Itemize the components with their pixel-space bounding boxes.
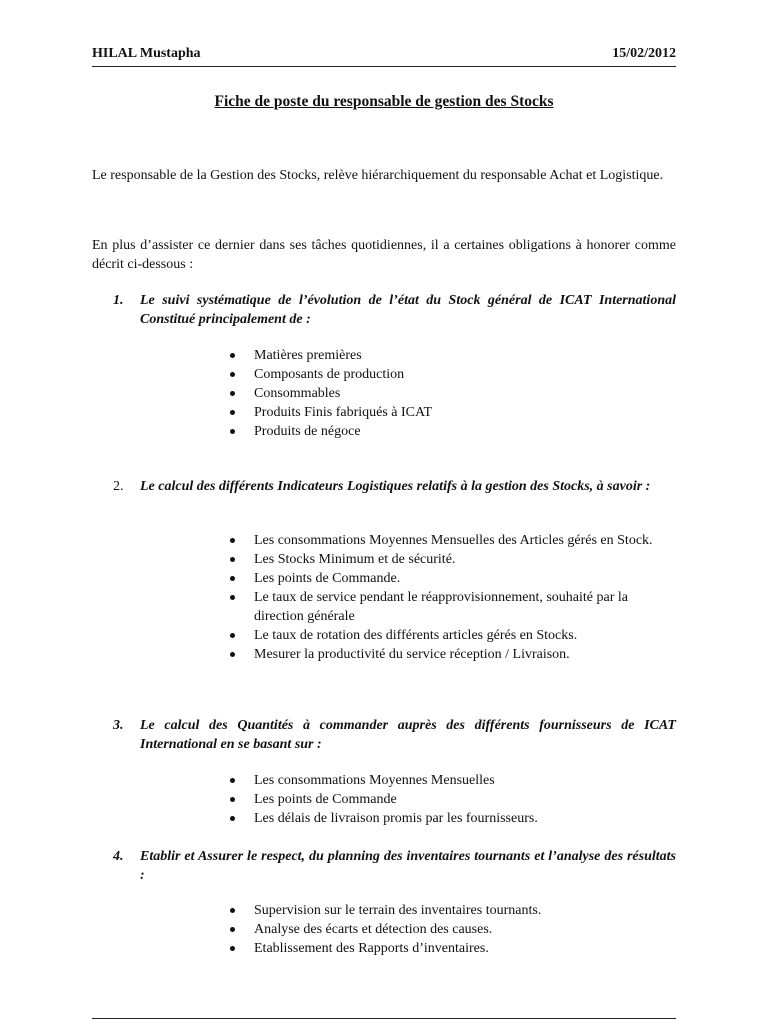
list-item: Produits Finis fabriqués à ICAT xyxy=(230,403,676,422)
section-4-list xyxy=(230,901,676,958)
intro-paragraph-2: En plus d’assister ce dernier dans ses tâches quotidiennes, il a certaines obligations à honorer comme décrit ci-dessous : xyxy=(92,238,676,272)
bullet-icon xyxy=(230,353,235,358)
footer-divider xyxy=(92,1018,676,1019)
bullet-icon xyxy=(230,908,235,913)
section-3-list xyxy=(230,771,676,828)
list-item: Mesurer la productivité du service réception / Livraison. xyxy=(230,645,654,664)
section-3-title: Le calcul des Quantités à commander auprès des différents fournisseurs de ICAT International en se basant sur : xyxy=(140,718,676,752)
author-name: HILAL Mustapha xyxy=(92,46,201,61)
section-1-list xyxy=(230,346,676,441)
list-item: Le taux de rotation des différents articles gérés en Stocks. xyxy=(230,626,654,645)
bullet-icon xyxy=(230,557,235,562)
bullet-icon xyxy=(230,429,235,434)
bullet-icon xyxy=(230,633,235,638)
bullet-icon xyxy=(230,410,235,415)
bullet-icon xyxy=(230,816,235,821)
bullet-icon xyxy=(230,576,235,581)
section-2-title: Le calcul des différents Indicateurs Logistiques relatifs à la gestion des Stocks, à savoir : xyxy=(140,479,651,494)
bullet-icon xyxy=(230,372,235,377)
bullet-icon xyxy=(230,538,235,543)
section-1-number: 1. xyxy=(113,293,124,308)
list-item: Les points de Commande. xyxy=(230,569,654,588)
bullet-icon xyxy=(230,652,235,657)
bullet-icon xyxy=(230,778,235,783)
list-item: Analyse des écarts et détection des causes. xyxy=(230,920,676,939)
section-2-list xyxy=(230,531,676,664)
bullet-icon xyxy=(230,927,235,932)
list-item: Les Stocks Minimum et de sécurité. xyxy=(230,550,654,569)
list-item: Le taux de service pendant le réapprovisionnement, souhaité par la direction générale xyxy=(230,588,654,626)
list-item: Matières premières xyxy=(230,346,676,365)
list-item: Supervision sur le terrain des inventaires tournants. xyxy=(230,901,676,920)
list-item: Les consommations Moyennes Mensuelles des Articles gérés en Stock. xyxy=(230,531,654,550)
list-item: Les consommations Moyennes Mensuelles xyxy=(230,771,676,790)
header-divider xyxy=(92,66,676,67)
list-item: Consommables xyxy=(230,384,676,403)
list-item: Composants de production xyxy=(230,365,676,384)
document-date: 15/02/2012 xyxy=(612,46,676,61)
bullet-icon xyxy=(230,946,235,951)
list-item: Etablissement des Rapports d’inventaires. xyxy=(230,939,676,958)
list-item: Produits de négoce xyxy=(230,422,676,441)
bullet-icon xyxy=(230,797,235,802)
section-3-number: 3. xyxy=(113,718,124,733)
section-1-title: Le suivi systématique de l’évolution de l’état du Stock général de ICAT International Constitué principalement de : xyxy=(140,293,676,327)
document-title: Fiche de poste du responsable de gestion des Stocks xyxy=(214,93,554,110)
bullet-icon xyxy=(230,595,235,600)
section-4-title: Etablir et Assurer le respect, du planning des inventaires tournants et l’analyse des résultats : xyxy=(140,849,676,883)
page-header xyxy=(92,46,676,62)
list-item: Les points de Commande xyxy=(230,790,676,809)
intro-paragraph-1: Le responsable de la Gestion des Stocks, relève hiérarchiquement du responsable Achat et Logistique. xyxy=(92,168,664,183)
section-4-number: 4. xyxy=(113,849,124,864)
section-2-number: 2. xyxy=(113,479,124,494)
list-item: Les délais de livraison promis par les fournisseurs. xyxy=(230,809,676,828)
bullet-icon xyxy=(230,391,235,396)
